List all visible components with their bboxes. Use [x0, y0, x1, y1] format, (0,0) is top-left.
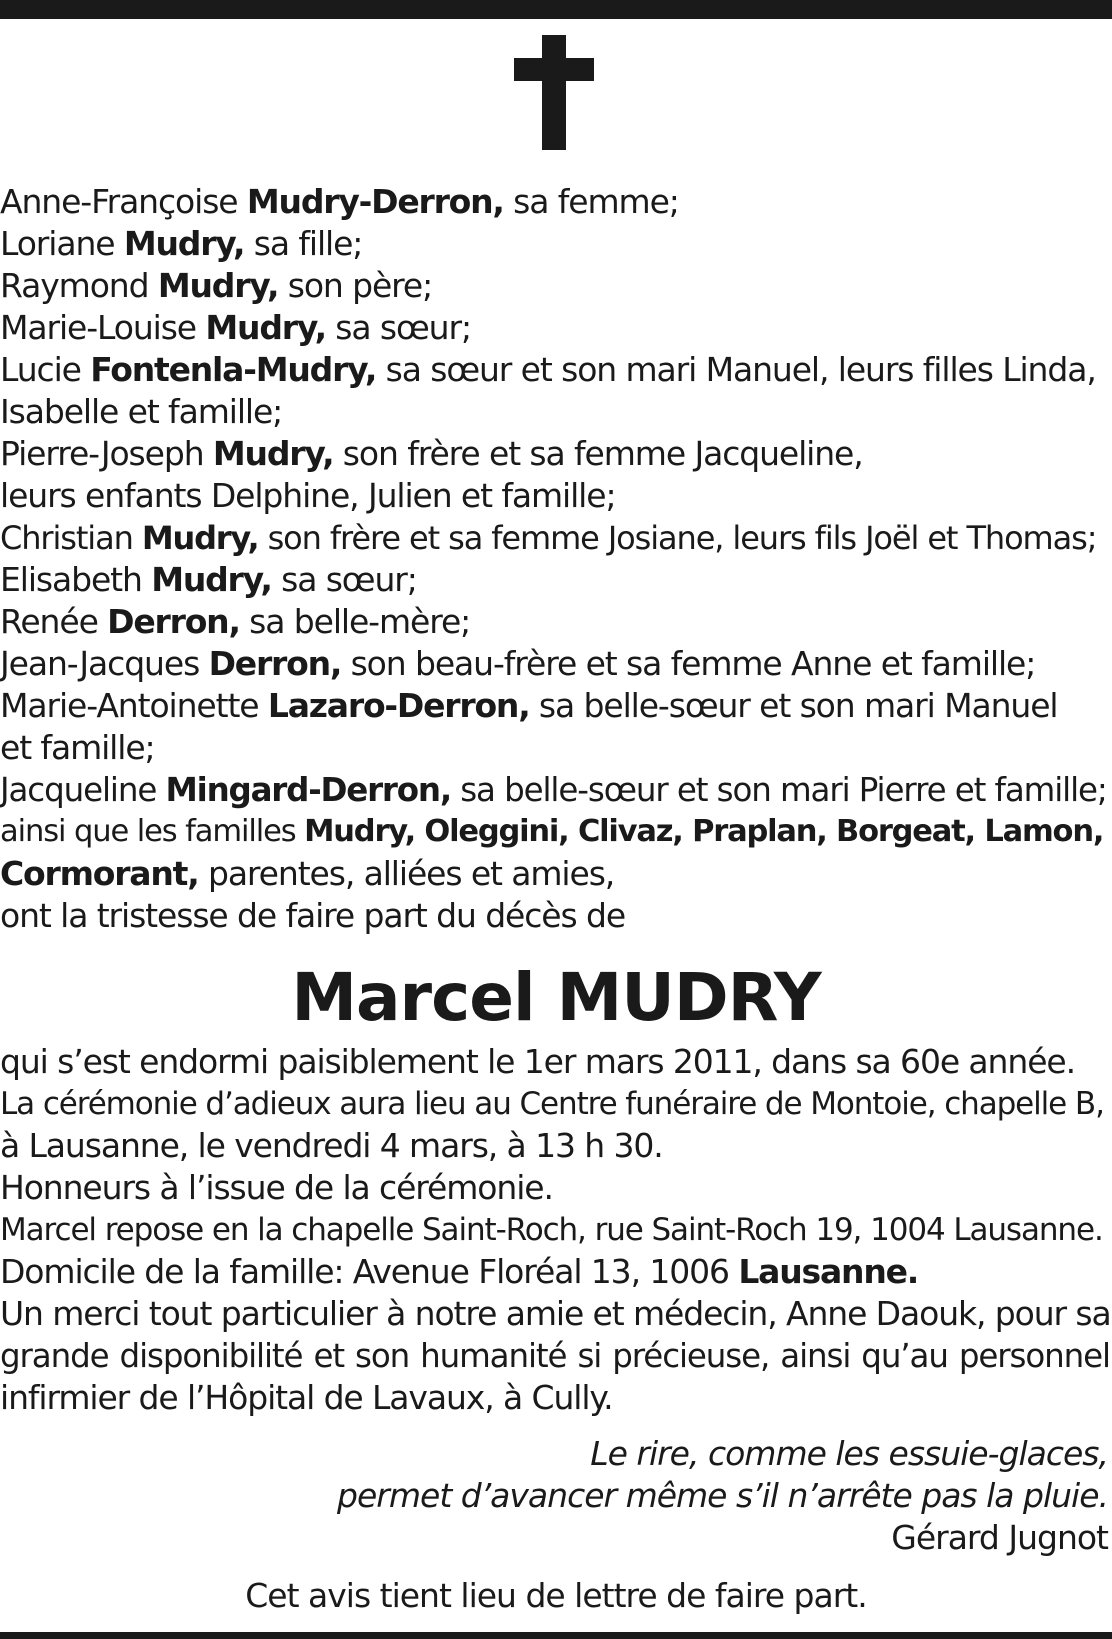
family-line: Elisabeth Mudry, sa sœur; — [0, 560, 417, 599]
family-line: Marie-Antoinette Lazaro-Derron, sa belle-sœur et son mari Manuel — [0, 686, 1058, 725]
family-line: leurs enfants Delphine, Julien et famille; — [0, 476, 616, 515]
family-line: ont la tristesse de faire part du décès de — [0, 896, 626, 935]
detail-line: La cérémonie d’adieux aura lieu au Centre funéraire de Montoie, chapelle B, — [0, 1086, 1104, 1122]
detail-line: Honneurs à l’issue de la cérémonie. — [0, 1168, 553, 1207]
detail-line: grande disponibilité et son humanité si précieuse, ainsi qu’au personnel — [0, 1337, 1110, 1375]
family-line: Lucie Fontenla-Mudry, sa sœur et son mari Manuel, leurs filles Linda, — [0, 350, 1096, 389]
closing-note: Cet avis tient lieu de lettre de faire part. — [245, 1576, 867, 1615]
family-line: Anne-Françoise Mudry-Derron, sa femme; — [0, 182, 679, 221]
family-line: Renée Derron, sa belle-mère; — [0, 602, 471, 641]
bottom-rule — [0, 1632, 1112, 1639]
family-line: Cormorant, parentes, alliées et amies, — [0, 854, 615, 893]
cross-icon — [514, 35, 594, 150]
detail-line: à Lausanne, le vendredi 4 mars, à 13 h 30. — [0, 1126, 663, 1165]
family-line: Jean-Jacques Derron, son beau-frère et sa femme Anne et famille; — [0, 644, 1036, 683]
family-line: Isabelle et famille; — [0, 392, 283, 431]
family-line: Loriane Mudry, sa fille; — [0, 224, 363, 263]
detail-line: Un merci tout particulier à notre amie et médecin, Anne Daouk, pour sa — [0, 1294, 1111, 1333]
detail-line: Marcel repose en la chapelle Saint-Roch, rue Saint-Roch 19, 1004 Lausanne. — [0, 1212, 1103, 1248]
top-rule — [0, 0, 1112, 19]
detail-line: Domicile de la famille: Avenue Floréal 13, 1006 Lausanne. — [0, 1252, 919, 1291]
detail-line: qui s’est endormi paisiblement le 1er mars 2011, dans sa 60e année. — [0, 1042, 1075, 1081]
quote-author: Gérard Jugnot — [891, 1518, 1108, 1557]
family-line: ainsi que les familles Mudry, Oleggini, Clivaz, Praplan, Borgeat, Lamon, — [0, 814, 1104, 849]
quote-line: Le rire, comme les essuie-glaces, — [590, 1434, 1108, 1473]
detail-line: infirmier de l’Hôpital de Lavaux, à Cully. — [0, 1378, 613, 1417]
family-line: et famille; — [0, 728, 155, 767]
family-line: Raymond Mudry, son père; — [0, 266, 433, 305]
family-line: Marie-Louise Mudry, sa sœur; — [0, 308, 471, 347]
family-line: Pierre-Joseph Mudry, son frère et sa femme Jacqueline, — [0, 434, 863, 473]
family-line: Jacqueline Mingard-Derron, sa belle-sœur et son mari Pierre et famille; — [0, 771, 1107, 809]
quote-line: permet d’avancer même s’il n’arrête pas la pluie. — [337, 1476, 1108, 1515]
family-line: Christian Mudry, son frère et sa femme Josiane, leurs fils Joël et Thomas; — [0, 519, 1097, 557]
deceased-name: Marcel MUDRY — [291, 959, 821, 1036]
